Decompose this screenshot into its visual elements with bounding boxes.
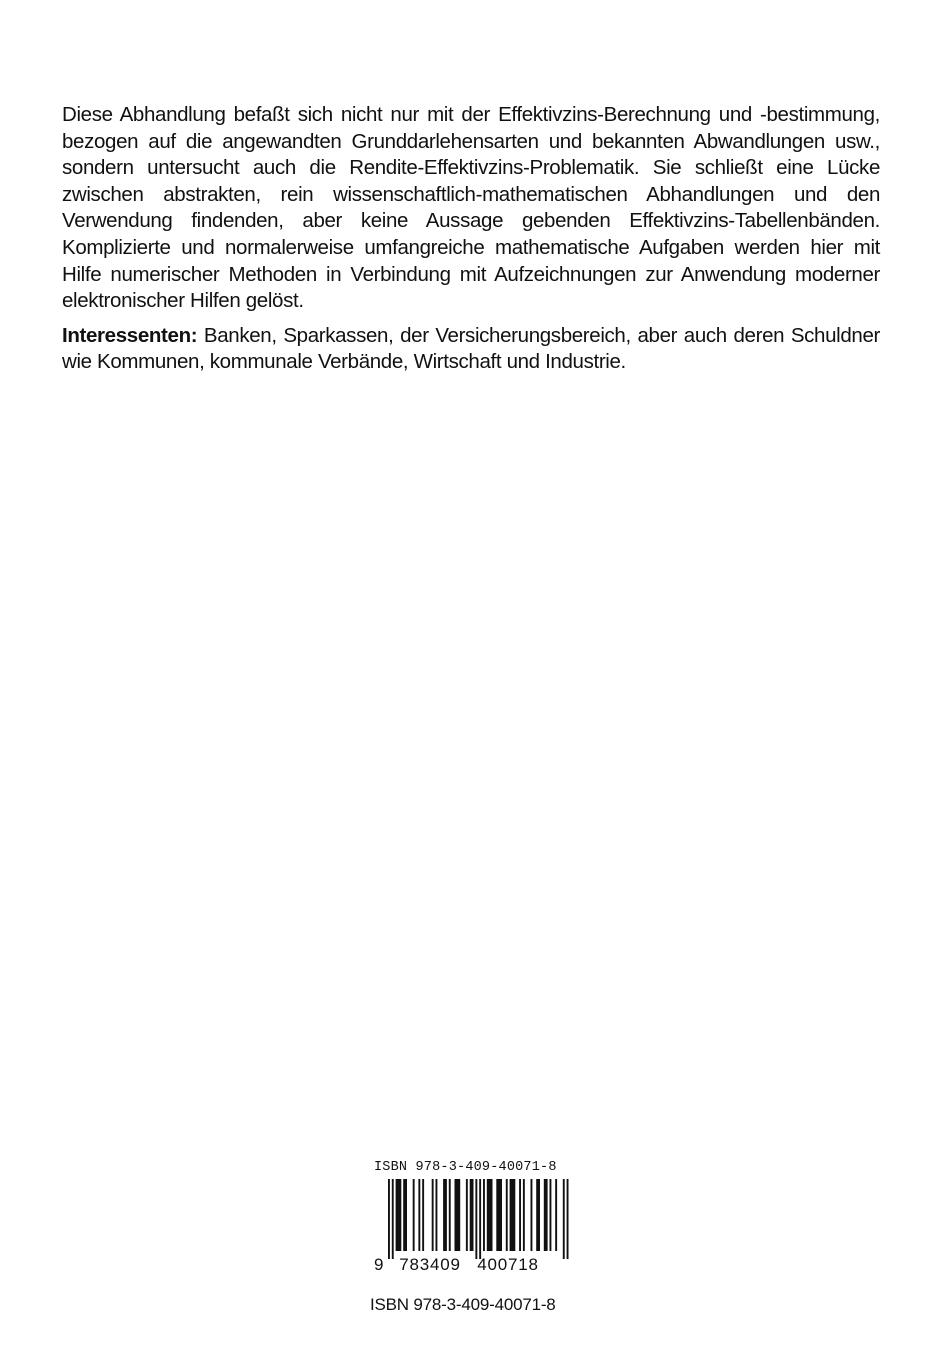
barcode-bar	[487, 1179, 493, 1251]
barcode-bar	[432, 1179, 434, 1251]
audience-paragraph	[62, 323, 880, 376]
barcode-bar	[422, 1179, 424, 1251]
barcode-bar	[544, 1179, 548, 1251]
barcode-digits-left: 783409	[399, 1255, 461, 1273]
barcode-bar	[523, 1179, 525, 1251]
barcode-bar	[483, 1179, 485, 1251]
audience-label: Interessenten:	[62, 323, 198, 347]
barcode-digits-right: 400718	[477, 1255, 539, 1273]
barcode-bar	[455, 1179, 461, 1251]
barcode-bar	[475, 1179, 477, 1259]
barcode-bar	[496, 1179, 502, 1251]
barcode-bar	[443, 1179, 447, 1251]
barcode-bar	[396, 1179, 402, 1251]
description-paragraph: Diese Abhandlung befaßt sich nicht nur mit der Effektivzins-Berechnung und -bestimmung, bezogen auf die angewandten Grunddarlehensarten und bekannten Abwandlungen usw., sondern untersucht auch die Rendite-Effektivzins-Problematik. Sie schließt eine Lücke zwischen abstrakten, rein wissenschaftlich-mathematischen Abhandlungen und den Verwendung findenden, aber keine Aussage gebenden Effektivzins-Tabellenbänden. Komplizierte und normalerweise umfangreiche mathematische Aufgaben werden hier mit Hilfe numerischer Methoden in Verbindung mit Aufzeichnungen zur Anwendung moderner elektronischer Hilfen gelöst.	[62, 103, 880, 313]
barcode-bar	[436, 1179, 438, 1251]
barcode-bar	[510, 1179, 516, 1251]
barcode-bar	[418, 1179, 420, 1251]
barcode-bar	[388, 1179, 390, 1259]
barcode-isbn-label: ISBN 978-3-409-40071-8	[374, 1160, 557, 1175]
barcode-bar	[470, 1179, 474, 1251]
barcode-block	[372, 1160, 592, 1273]
barcode-bar	[531, 1179, 533, 1251]
barcode-digit-lead: 9	[374, 1255, 384, 1273]
barcode-bar	[413, 1179, 415, 1251]
audience-text: Banken, Sparkassen, der Versicherungsbereich, aber auch deren Schuldner wie Kommunen, kommunale Verbände, Wirtschaft und Industrie.	[62, 323, 880, 374]
barcode-bar	[550, 1179, 552, 1251]
barcode-bar	[563, 1179, 565, 1259]
barcode-bar	[519, 1179, 521, 1251]
barcode-bar	[466, 1179, 468, 1251]
isbn-text: ISBN 978-3-409-40071-8	[370, 1295, 556, 1314]
barcode-bar	[479, 1179, 481, 1259]
description-block	[62, 102, 880, 376]
barcode-bar	[567, 1179, 569, 1259]
barcode-bar	[449, 1179, 451, 1251]
barcode-bar	[506, 1179, 508, 1251]
barcode	[372, 1177, 572, 1273]
barcode-bar	[555, 1179, 557, 1251]
barcode-bar	[403, 1179, 407, 1251]
barcode-bar	[392, 1179, 394, 1259]
barcode-bar	[536, 1179, 540, 1251]
